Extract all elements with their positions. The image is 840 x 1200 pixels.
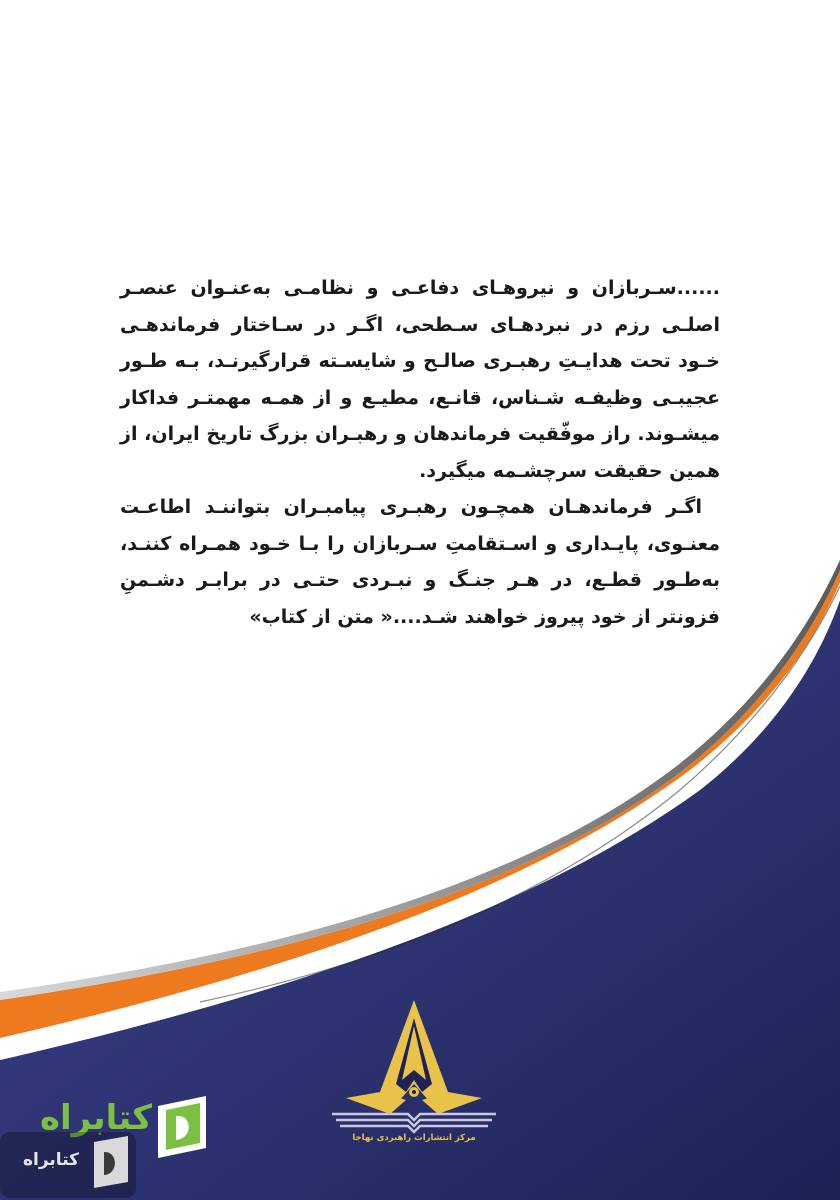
ketabrah-watermark-large: کتابراه xyxy=(39,1098,152,1138)
quill-book-emblem-icon xyxy=(326,996,502,1156)
back-cover-text xyxy=(120,270,720,635)
paragraph-1: ......سـربازان و نیروهـای دفاعـی و نظامـی به‌عنـوان عنصـر اصلـی رزم در نبردهـای سـطحی، اگـر در سـاختار فرماندهـی خـود تحت هدایـتِ رهبـری صالـح و شایسـته قرارگیرنـد، بـه طـور عجیبـی وظیفـه شـناس، قانـع، مطیـع و از همـه مهمتـر فداکار میشـوند. راز موفّقیت فرماندهان و رهبـران بزرگ تاریخ ایران، از همین حقیقت سرچشـمه میگیرد. xyxy=(120,277,720,482)
publisher-name: مرکز انتشارات راهبردی نهاجا xyxy=(352,1133,476,1143)
paragraph-2: اگـر فرماندهـان همچـون رهبـری پیامبـران بتواننـد اطاعـت معنـوی، پایـداری و اسـتقامتِ سـربازان را بـا خـود همـراه کننـد، به‌طـور قطـع، در هـر جنـگ و نبـردی حتـی در برابـر دشـمنِ فزونتر از خود پیروز خواهند شـد....« متن از کتاب» xyxy=(120,496,720,628)
ketabrah-watermark-small: کتابراه xyxy=(22,1150,80,1170)
